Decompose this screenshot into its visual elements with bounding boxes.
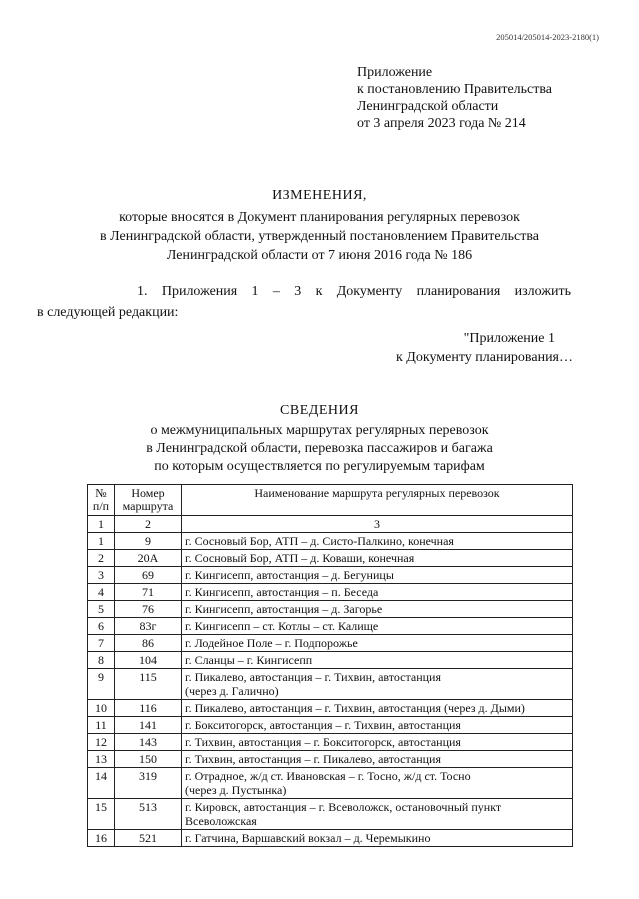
row-number: 8	[88, 652, 115, 669]
quoted-appendix-line: "Приложение 1	[463, 331, 555, 346]
route-name-line: г. Пикалево, автостанция – г. Тихвин, автостанция	[185, 670, 441, 684]
row-number: 10	[88, 700, 115, 717]
route-name	[182, 652, 573, 669]
table-body	[88, 533, 573, 847]
route-name-line: (через д. Пустынка)	[185, 783, 287, 797]
route-number: 104	[115, 652, 182, 669]
route-name	[182, 751, 573, 768]
route-name-line: (через д. Галично)	[185, 684, 279, 698]
table-row	[88, 601, 573, 618]
header-number-line: №	[95, 486, 107, 500]
route-name-line: г. Тихвин, автостанция – г. Бокситогорск, автостанция	[185, 735, 461, 749]
route-name	[182, 635, 573, 652]
header-route-name: Наименование маршрута регулярных перевозок	[182, 485, 573, 516]
route-number: 71	[115, 584, 182, 601]
changes-subtitle-line: которые вносятся в Документ планирования регулярных перевозок	[119, 210, 520, 225]
row-number: 6	[88, 618, 115, 635]
route-number: 9	[115, 533, 182, 550]
route-number: 150	[115, 751, 182, 768]
paragraph-line: в следующей редакции:	[37, 305, 179, 320]
route-name	[182, 550, 573, 567]
svedeniya-title-block	[0, 402, 639, 476]
header-route-line: маршрута	[122, 499, 174, 513]
changes-subtitle-line: Ленинградской области от 7 июня 2016 года № 186	[166, 248, 473, 263]
svedeniya-subtitle-line: в Ленинградской области, перевозка пассажиров и багажа	[146, 441, 493, 456]
route-name	[182, 717, 573, 734]
quoted-appendix-line: к Документу планирования…	[395, 350, 573, 365]
table-row	[88, 652, 573, 669]
route-name-line: г. Сланцы – г. Кингисепп	[185, 653, 313, 667]
route-name-line: г. Пикалево, автостанция – г. Тихвин, автостанция (через д. Дыми)	[185, 701, 525, 715]
route-name-line: г. Кингисепп, автостанция – д. Бегуницы	[185, 568, 394, 582]
route-name-line: г. Гатчина, Варшавский вокзал – д. Черемыкино	[185, 831, 431, 845]
svedeniya-title: СВЕДЕНИЯ	[280, 403, 359, 418]
route-name	[182, 601, 573, 618]
row-number: 1	[88, 533, 115, 550]
route-name-line: г. Кировск, автостанция – г. Всеволожск, остановочный пункт	[185, 800, 502, 814]
route-name-line: Всеволожская	[185, 814, 257, 828]
row-number: 15	[88, 799, 115, 830]
route-number: 115	[115, 669, 182, 700]
route-number: 513	[115, 799, 182, 830]
row-number: 13	[88, 751, 115, 768]
route-number: 86	[115, 635, 182, 652]
table-row	[88, 669, 573, 700]
route-name-line: г. Кингисепп – ст. Котлы – ст. Калище	[185, 619, 379, 633]
table-row	[88, 618, 573, 635]
route-name-line: г. Кингисепп, автостанция – д. Загорье	[185, 602, 383, 616]
table-row	[88, 550, 573, 567]
route-name	[182, 618, 573, 635]
route-name-line: г. Кингисепп, автостанция – п. Беседа	[185, 585, 379, 599]
route-name-line: г. Лодейное Поле – г. Подпорожье	[185, 636, 358, 650]
row-number: 7	[88, 635, 115, 652]
route-name-line: г. Сосновый Бор, АТП – д. Систо-Палкино, конечная	[185, 534, 454, 548]
row-number: 2	[88, 550, 115, 567]
routes-table	[87, 484, 573, 847]
route-name	[182, 734, 573, 751]
svedeniya-subtitle-line: о межмуниципальных маршрутах регулярных перевозок	[150, 423, 489, 438]
route-name-line: г. Тихвин, автостанция – г. Пикалево, автостанция	[185, 752, 441, 766]
header-number	[88, 485, 115, 516]
row-number: 4	[88, 584, 115, 601]
changes-subtitle-line: в Ленинградской области, утвержденный постановлением Правительства	[100, 229, 539, 244]
route-name	[182, 533, 573, 550]
table-row	[88, 635, 573, 652]
row-number: 9	[88, 669, 115, 700]
route-name	[182, 799, 573, 830]
route-name	[182, 669, 573, 700]
appendix-line: Приложение	[357, 65, 433, 80]
table-row	[88, 734, 573, 751]
table-row	[88, 751, 573, 768]
table-row	[88, 567, 573, 584]
route-number: 319	[115, 768, 182, 799]
row-number: 3	[88, 567, 115, 584]
appendix-line: от 3 апреля 2023 года № 214	[357, 116, 526, 131]
svedeniya-subtitle-line: по которым осуществляется по регулируемым тарифам	[154, 459, 485, 474]
column-number: 2	[115, 516, 182, 533]
row-number: 14	[88, 768, 115, 799]
table-row	[88, 830, 573, 847]
table-row	[88, 717, 573, 734]
route-name	[182, 700, 573, 717]
appendix-line: Ленинградской области	[357, 99, 499, 114]
route-name-line: г. Сосновый Бор, АТП – д. Коваши, конечная	[185, 551, 415, 565]
route-number: 116	[115, 700, 182, 717]
route-number: 141	[115, 717, 182, 734]
row-number: 11	[88, 717, 115, 734]
route-number: 143	[115, 734, 182, 751]
route-number: 20А	[115, 550, 182, 567]
document-number: 205014/205014-2023-2180(1)	[496, 32, 599, 42]
route-name	[182, 584, 573, 601]
appendix-header	[357, 64, 552, 132]
table-row	[88, 768, 573, 799]
changes-title: ИЗМЕНЕНИЯ,	[272, 188, 367, 203]
row-number: 12	[88, 734, 115, 751]
table-row	[88, 799, 573, 830]
route-number: 521	[115, 830, 182, 847]
header-route-line: Номер	[131, 486, 165, 500]
row-number: 5	[88, 601, 115, 618]
route-number: 83г	[115, 618, 182, 635]
column-number-row	[88, 516, 573, 533]
route-number: 69	[115, 567, 182, 584]
route-number: 76	[115, 601, 182, 618]
paragraph-1	[37, 281, 571, 323]
table-header-row	[88, 485, 573, 516]
column-number: 3	[182, 516, 573, 533]
changes-title-block	[0, 186, 639, 265]
route-name-line: г. Бокситогорск, автостанция – г. Тихвин, автостанция	[185, 718, 461, 732]
quoted-appendix-header	[396, 329, 573, 367]
table-row	[88, 533, 573, 550]
header-route-number	[115, 485, 182, 516]
row-number: 16	[88, 830, 115, 847]
route-name	[182, 768, 573, 799]
column-number: 1	[88, 516, 115, 533]
route-name	[182, 567, 573, 584]
paragraph-line: 1. Приложения 1 – 3 к Документу планирования изложить	[137, 284, 571, 299]
route-name	[182, 830, 573, 847]
table-row	[88, 700, 573, 717]
table-row	[88, 584, 573, 601]
appendix-line: к постановлению Правительства	[357, 82, 553, 97]
header-number-line: п/п	[92, 499, 110, 513]
route-name-line: г. Отрадное, ж/д ст. Ивановская – г. Тосно, ж/д ст. Тосно	[185, 769, 471, 783]
